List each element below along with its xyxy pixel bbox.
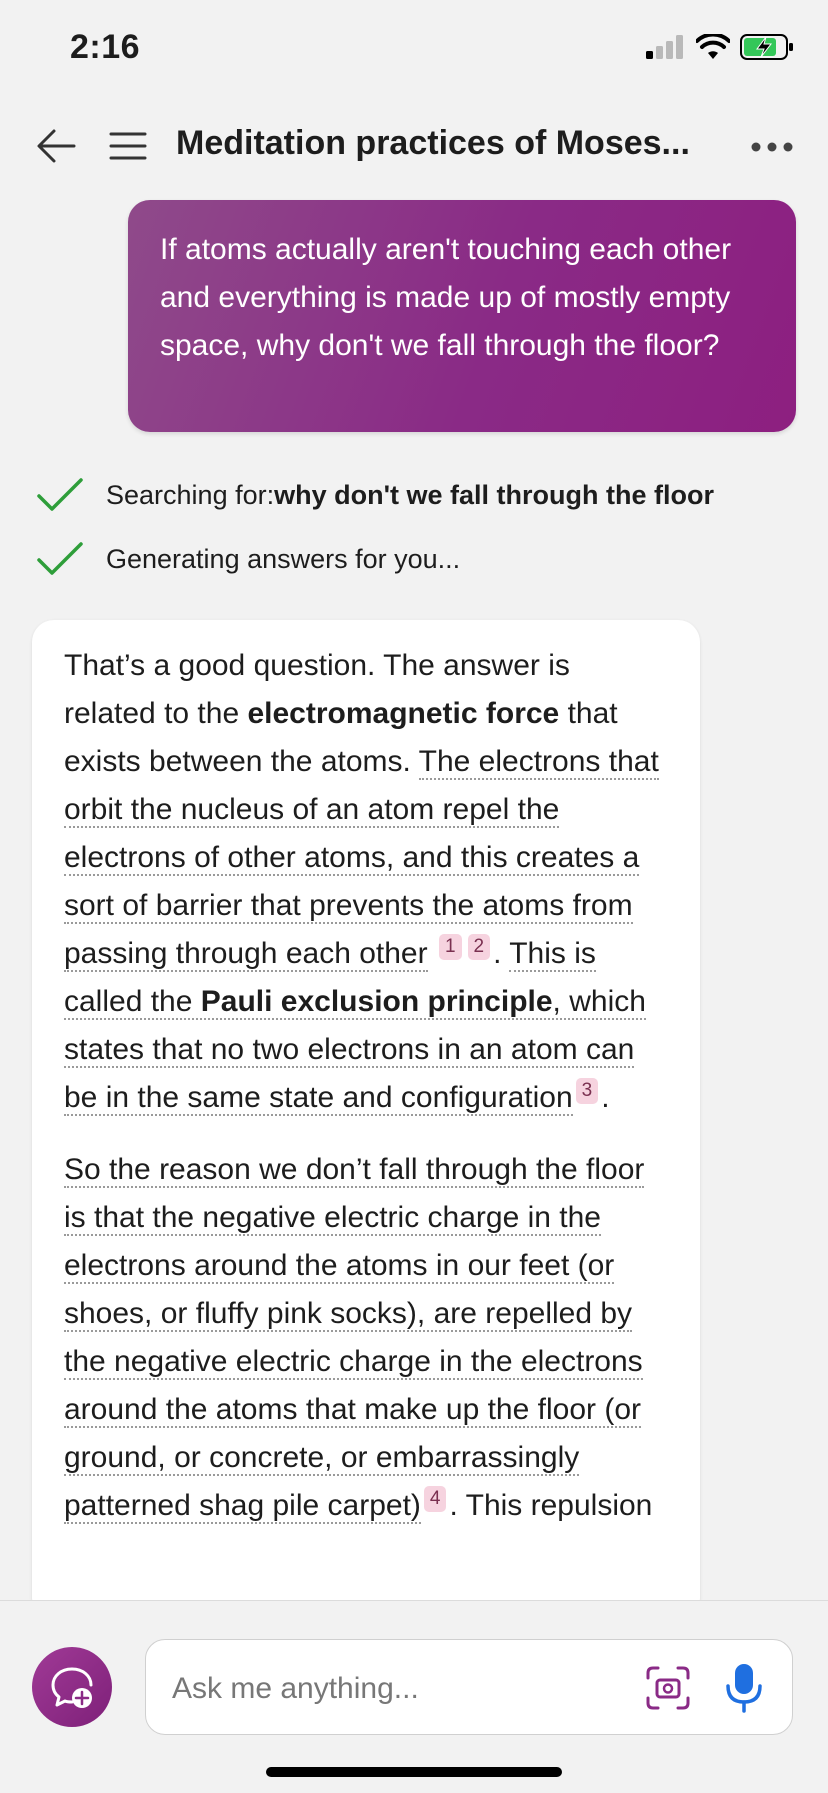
user-message-bubble: If atoms actually aren't touching each other and everything is made up of mostly empty space, why don't we fall through the floor? [128,200,796,432]
composer [145,1639,793,1735]
cited-sentence[interactable]: The electrons that orbit the nucleus of an atom repel the electrons of other atoms, and this creates a sort of barrier that prevents the atoms from passing through each other [64,745,659,970]
answer-bold-term: Pauli exclusion principle [200,985,553,1018]
citation-badge[interactable]: 2 [468,934,491,960]
answer-text: That’s a good question. The answer is related to the [64,649,570,730]
answer-paragraph-1 [64,642,668,1122]
answer-text: This is called the [64,937,596,1018]
answer-bold-term: electromagnetic force [247,697,560,730]
status-icons [646,34,794,60]
wifi-icon [696,34,730,60]
generating-status [36,534,460,584]
back-arrow-icon[interactable] [34,126,78,166]
citation-badge[interactable]: 3 [576,1078,599,1104]
cellular-signal-icon [646,35,686,59]
new-topic-button[interactable] [32,1647,112,1727]
answer-paragraph-2 [64,1146,668,1530]
conversation-title: Meditation practices of Moses... [176,124,690,162]
hamburger-menu-icon[interactable] [108,126,148,166]
home-indicator [266,1767,562,1777]
answer-card [32,620,700,1620]
new-chat-icon [32,1647,112,1727]
citation-badge[interactable]: 4 [424,1486,447,1512]
answer-text: . This repulsion [449,1489,653,1522]
generating-text: Generating answers for you... [106,543,461,574]
checkmark-icon [36,475,84,515]
search-prefix: Searching for: [106,479,275,510]
answer-text: . [601,1081,610,1114]
checkmark-icon [36,539,84,579]
citation-badge[interactable]: 1 [439,934,462,960]
status-time: 2:16 [70,28,141,66]
cited-sentence[interactable]: So the reason we don’t fall through the floor is that the negative electric charge in the electrons around the atoms in our feet (or shoes, or fluffy pink socks), are repelled by the negative electric charge in the electrons around the atoms that make up the floor (or ground, or concrete, or embarrassingly patterned shag pile carpet) [64,1153,645,1522]
status-bar [0,0,828,100]
battery-charging-icon [740,34,794,60]
more-options-icon[interactable] [748,132,796,162]
ask-input[interactable] [170,1664,624,1714]
answer-text: that exists between the atoms. [64,697,618,778]
searching-status [36,470,714,520]
answer-text: , which states that no two electrons in an atom can be in the same state and configuration [64,985,646,1114]
bottom-bar [0,1600,828,1793]
microphone-icon[interactable] [724,1662,764,1714]
visual-search-camera-icon[interactable] [644,1664,692,1712]
search-query: why don't we fall through the floor [274,479,714,510]
answer-text: . [493,937,510,970]
header [0,110,828,180]
